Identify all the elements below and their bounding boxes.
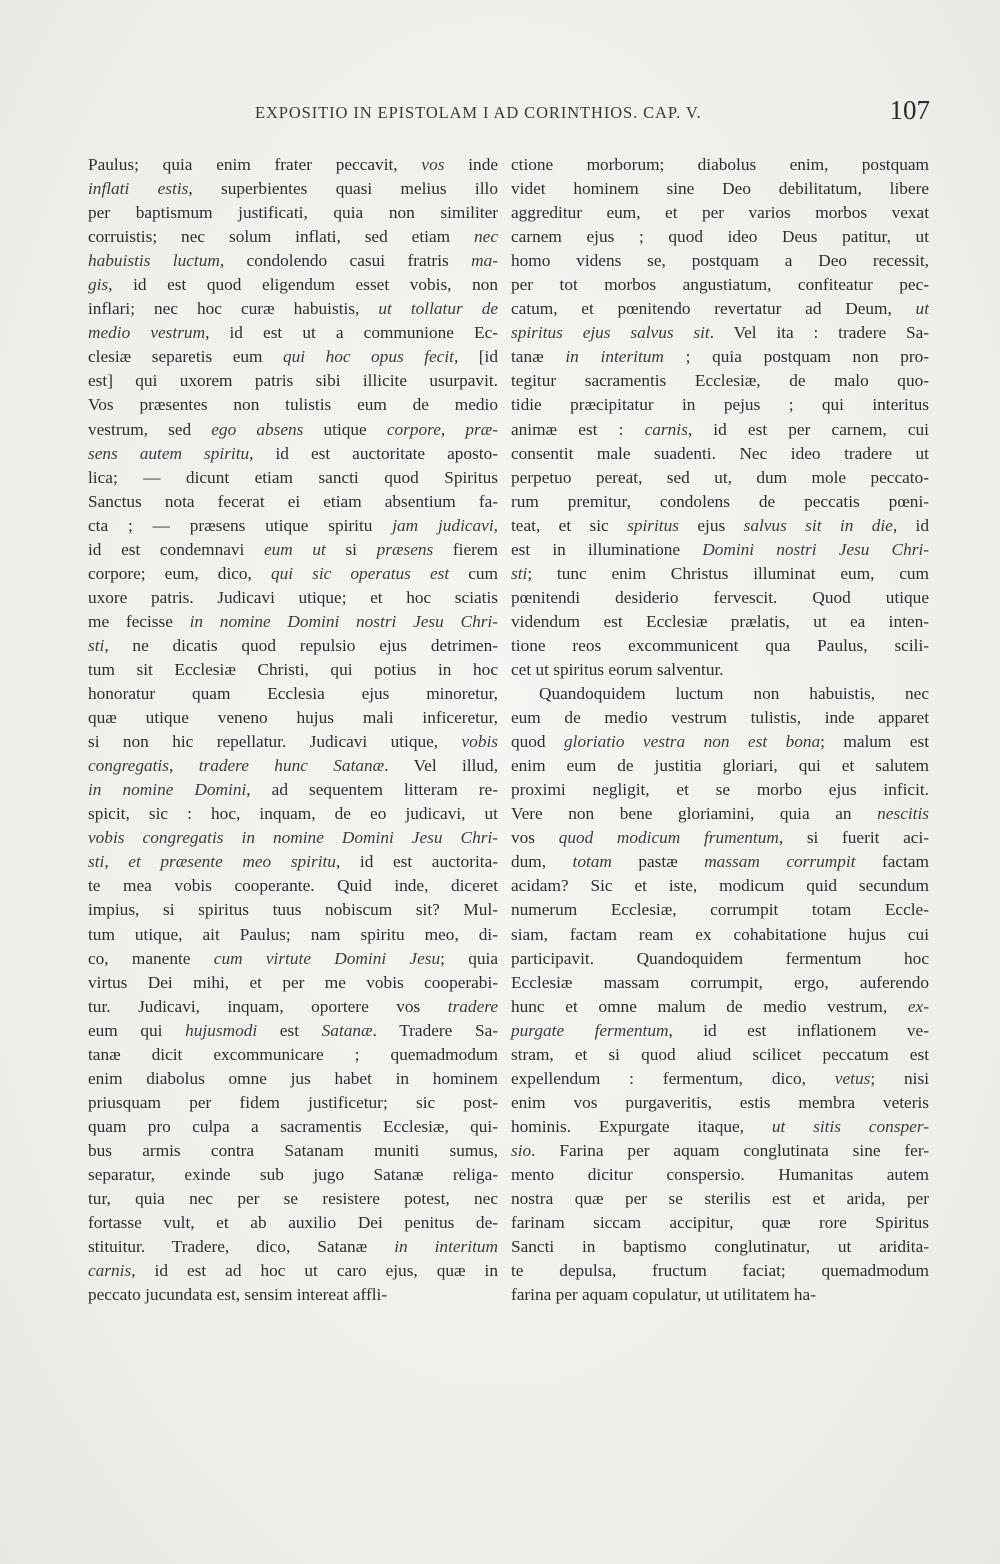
text-line: eum de medio vestrum tulistis, inde apparet — [511, 708, 929, 728]
text-line: farina per aquam copulatur, ut utilitatem ha- — [511, 1285, 816, 1305]
text-line: rum premitur, condolens de peccatis pœni- — [511, 491, 929, 511]
text-line: Sanctus nota fecerat ei etiam absentium fa- — [88, 491, 498, 511]
text-line: tur. Judicavi, inquam, oportere vos tradere — [88, 996, 498, 1016]
text-line: Vere non bene gloriamini, quia an nescitis — [511, 804, 929, 824]
text-line: co, manente cum virtute Domini Jesu; quia — [88, 948, 498, 968]
text-line: aggreditur eum, et per varios morbos vexat — [511, 203, 929, 223]
text-line: homo videns se, postquam a Deo recessit, — [511, 251, 929, 271]
text-line: cet ut spiritus eorum salventur. — [511, 659, 724, 679]
text-line: stituitur. Tradere, dico, Satanæ in interitum — [88, 1237, 498, 1257]
text-line: sens autem spiritu, id est auctoritate aposto- — [88, 443, 498, 463]
text-line: acidam? Sic et iste, modicum quid secundum — [511, 876, 929, 896]
page-number: 107 — [889, 95, 930, 125]
text-line: Ecclesiæ massam corrumpit, ergo, auferendo — [511, 972, 929, 992]
text-line: dum, totam pastæ massam corrumpit factam — [511, 852, 929, 872]
text-line: ctione morborum; diabolus enim, postquam — [511, 155, 929, 174]
text-line: sti, et præsente meo spiritu, id est auctorita- — [88, 852, 498, 872]
text-line: enim eum de justitia gloriari, qui et salutem — [511, 756, 929, 776]
text-line: fortasse vult, et ab auxilio Dei penitus de- — [88, 1213, 498, 1233]
text-line: carnem ejus ; quod ideo Deus patitur, ut — [511, 227, 929, 247]
text-line: est in illuminatione Domini nostri Jesu Chri- — [511, 539, 929, 559]
text-line: spicit, sic : hoc, inquam, de eo judicavi, ut — [88, 804, 498, 824]
text-line: Vos præsentes non tulistis eum de medio — [88, 395, 498, 415]
text-line: quæ utique veneno hujus mali inficeretur, — [88, 708, 498, 728]
text-line: priusquam per fidem justificetur; sic post- — [88, 1092, 498, 1112]
text-line: est] qui uxorem patris sibi illicite usurpavit. — [88, 371, 498, 391]
text-line: Quandoquidem luctum non habuistis, nec — [539, 684, 929, 704]
text-line: Sancti in baptismo conglutinatur, ut aridita- — [511, 1237, 929, 1257]
text-line: spiritus ejus salvus sit. Vel ita : tradere Sa- — [511, 323, 930, 343]
text-line: gis, id est quod eligendum esset vobis, non — [88, 275, 498, 295]
text-line: catum, et pœnitendo revertatur ad Deum, ut — [511, 299, 929, 319]
text-line: animæ est : carnis, id est per carnem, cui — [511, 419, 929, 439]
running-title: EXPOSITIO IN EPISTOLAM I AD CORINTHIOS. CAP. V. — [255, 103, 702, 122]
text-line: impius, si spiritus tuus nobiscum sit? Mul- — [88, 900, 498, 920]
text-line: inflati estis, superbientes quasi melius illo — [88, 179, 498, 199]
text-line: participavit. Quandoquidem fermentum hoc — [511, 948, 929, 968]
text-line: tegitur sacramentis Ecclesiæ, de malo quo- — [511, 371, 929, 391]
text-line: enim diabolus omne jus habet in hominem — [88, 1068, 498, 1088]
right-text-column — [511, 153, 929, 1307]
text-line: farinam siccam accipitur, quæ rore Spiritus — [511, 1213, 929, 1233]
text-line: tidie præcipitatur in pejus ; qui interitus — [511, 395, 929, 415]
text-line: mento dicitur conspersio. Humanitas autem — [511, 1164, 929, 1184]
text-line: enim vos purgaveritis, estis membra veteris — [511, 1092, 929, 1112]
text-line: uxore patris. Judicavi utique; et hoc sciatis — [88, 587, 498, 607]
text-line: vos quod modicum frumentum, si fuerit aci- — [511, 828, 930, 848]
text-line: lica; — dicunt etiam sancti quod Spiritus — [88, 467, 498, 487]
text-line: si non hic repellatur. Judicavi utique, vobis — [88, 732, 498, 752]
text-line: sti; tunc enim Christus illuminat eum, cum — [511, 563, 929, 583]
text-line: vobis congregatis in nomine Domini Jesu Chri- — [88, 828, 498, 848]
text-line: purgate fermentum, id est inflationem ve- — [511, 1020, 929, 1040]
left-text-column — [88, 153, 498, 1307]
running-head — [255, 95, 930, 129]
text-line: hunc et omne malum de medio vestrum, ex- — [511, 996, 929, 1016]
text-line: corpore; eum, dico, qui sic operatus est cum — [88, 563, 499, 583]
text-line: numerum Ecclesiæ, corrumpit totam Eccle- — [511, 900, 929, 920]
text-line: clesiæ separetis eum qui hoc opus fecit, [id — [88, 347, 498, 367]
text-line: tum utique, ait Paulus; nam spiritu meo, di- — [88, 924, 498, 944]
text-line: per tot morbos angustiatum, confiteatur pec- — [511, 275, 929, 295]
text-line: peccato jucundata est, sensim intereat affli- — [88, 1285, 388, 1305]
text-line: medio vestrum, id est ut a communione Ec- — [88, 323, 498, 343]
text-line: per baptismum justificati, quia non similiter — [88, 203, 498, 223]
text-line: me fecisse in nomine Domini nostri Jesu Chri- — [88, 611, 498, 631]
text-line: habuistis luctum, condolendo casui fratris ma- — [88, 251, 498, 271]
text-line: videt hominem sine Deo debilitatum, libere — [511, 179, 929, 199]
text-line: teat, et sic spiritus ejus salvus sit in die, id — [511, 515, 929, 535]
text-line: separatur, exinde sub jugo Satanæ religa- — [88, 1164, 498, 1184]
text-line: sio. Farina per aquam conglutinata sine fer- — [511, 1140, 929, 1160]
text-line: te mea vobis cooperante. Quid inde, diceret — [88, 876, 498, 896]
text-line: id est condemnavi eum ut si præsens fierem — [88, 539, 498, 559]
text-line: corruistis; nec solum inflati, sed etiam nec — [88, 227, 498, 247]
text-line: te depulsa, fructum faciat; quemadmodum — [511, 1261, 929, 1281]
text-line: tur, quia nec per se resistere potest, nec — [88, 1189, 498, 1209]
text-line: tione reos excommunicent qua Paulus, scili- — [511, 635, 929, 655]
text-line: honoratur quam Ecclesia ejus minoretur, — [88, 684, 498, 704]
text-line: hominis. Expurgate itaque, ut sitis consper- — [511, 1116, 929, 1136]
text-line: expellendum : fermentum, dico, vetus; nisi — [511, 1068, 929, 1088]
text-line: inflari; nec hoc curæ habuistis, ut tollatur de — [88, 299, 499, 319]
text-line: in nomine Domini, ad sequentem litteram re- — [88, 780, 498, 800]
text-line: quod gloriatio vestra non est bona; malum est — [511, 732, 929, 752]
text-line: videndum est Ecclesiæ prælatis, ut ea inten- — [511, 611, 929, 631]
text-line: carnis, id est ad hoc ut caro ejus, quæ in — [88, 1261, 498, 1281]
text-line: tanæ in interitum ; quia postquam non pro- — [511, 347, 929, 367]
text-line: tanæ dicit excommunicare ; quemadmodum — [88, 1044, 498, 1064]
text-line: quam pro culpa a sacramentis Ecclesiæ, qui- — [88, 1116, 498, 1136]
text-line: bus armis contra Satanam muniti sumus, — [88, 1140, 498, 1160]
text-line: perpetuo pereat, sed ut, dum mole peccato- — [511, 467, 929, 487]
text-line: eum qui hujusmodi est Satanæ. Tradere Sa- — [88, 1020, 498, 1040]
text-line: tum sit Ecclesiæ Christi, qui potius in hoc — [88, 659, 498, 679]
text-line: pœnitendi desiderio fervescit. Quod utique — [511, 587, 929, 607]
text-line: cta ; — præsens utique spiritu jam judicavi, — [88, 515, 498, 535]
text-line: virtus Dei mihi, et per me vobis cooperabi- — [88, 972, 498, 992]
text-line: sti, ne dicatis quod repulsio ejus detrimen- — [88, 635, 498, 655]
text-line: consentit male suadenti. Nec ideo tradere ut — [511, 443, 929, 463]
text-line: nostra quæ per se sterilis est et arida, per — [511, 1189, 929, 1209]
text-line: congregatis, tradere hunc Satanæ. Vel illud, — [88, 756, 499, 776]
text-line: proximi negligit, et se morbo ejus inficit. — [511, 780, 929, 800]
text-line: Paulus; quia enim frater peccavit, vos inde — [88, 155, 499, 174]
text-line: stram, et si quod aliud scilicet peccatum est — [511, 1044, 929, 1064]
text-line: siam, factam ream ex cohabitatione hujus cui — [511, 924, 929, 944]
text-line: vestrum, sed ego absens utique corpore, præ- — [88, 419, 498, 439]
